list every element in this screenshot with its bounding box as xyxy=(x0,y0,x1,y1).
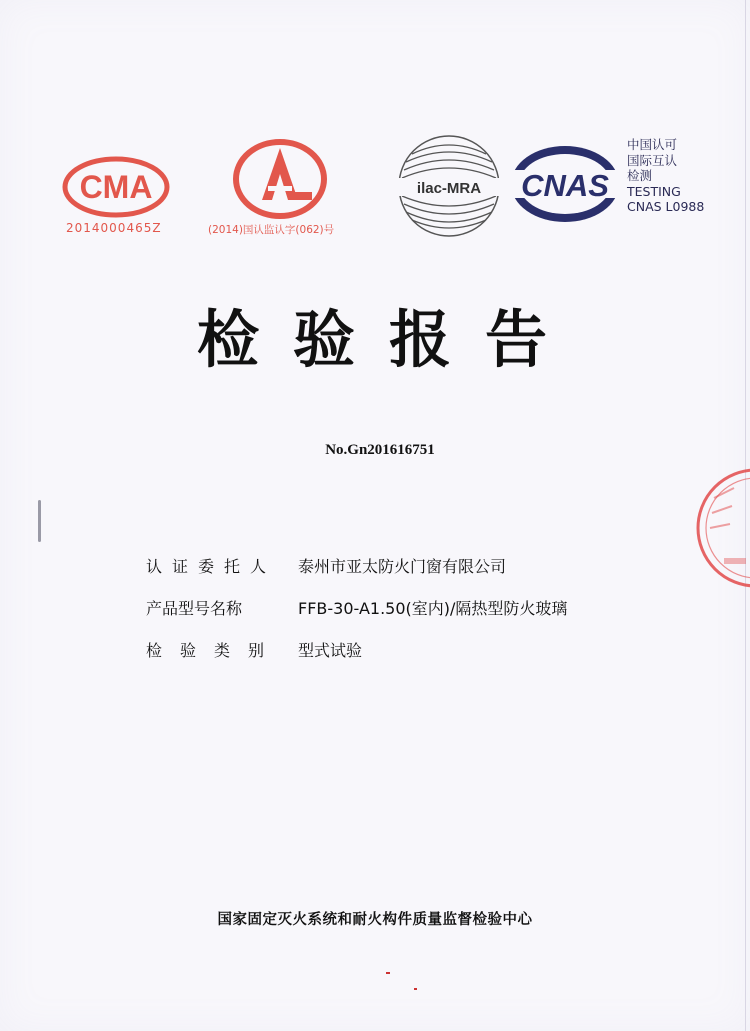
report-number: No.Gn201616751 xyxy=(325,442,435,458)
cnas-line: CNAS L0988 xyxy=(627,199,705,214)
issuing-organization: 国家固定灭火系统和耐火构件质量监督检验中心 xyxy=(217,912,533,928)
field-label: 认证委托人 xyxy=(146,556,277,576)
field-row-client xyxy=(146,544,567,586)
cnas-line: 国际互认 xyxy=(627,152,678,168)
cnas-line: TESTING xyxy=(627,183,681,199)
svg-text:CNAS: CNAS xyxy=(521,168,609,203)
ilac-mra-logo-icon xyxy=(396,132,502,240)
field-label: 产品型号名称 xyxy=(146,598,243,618)
field-value: 型式试验 xyxy=(298,640,363,660)
field-label: 检验类别 xyxy=(146,640,283,660)
report-title: 检验报告 xyxy=(196,303,581,376)
cnas-line: 检测 xyxy=(627,168,653,183)
svg-text:CMA: CMA xyxy=(79,169,153,205)
red-speck xyxy=(386,972,390,974)
staple-mark xyxy=(38,500,41,542)
cal-logo-icon xyxy=(232,138,328,220)
cma-code: 2014000465Z xyxy=(66,221,162,235)
red-speck xyxy=(414,988,417,990)
cal-code: (2014)国认监认字(062)号 xyxy=(208,224,335,236)
field-row-category xyxy=(146,628,567,670)
red-seal-stamp-icon xyxy=(694,458,750,598)
svg-text:ilac-MRA: ilac-MRA xyxy=(416,180,482,197)
cnas-accreditation-text xyxy=(627,137,704,215)
field-value: FFB-30-A1.50(室内)/隔热型防火玻璃 xyxy=(298,598,568,618)
cma-logo-icon xyxy=(62,156,170,218)
field-value: 泰州市亚太防火门窗有限公司 xyxy=(298,556,507,576)
cnas-logo-icon xyxy=(506,142,624,226)
report-fields xyxy=(146,544,567,670)
field-row-product xyxy=(146,586,567,628)
cnas-line: 中国认可 xyxy=(627,137,678,152)
